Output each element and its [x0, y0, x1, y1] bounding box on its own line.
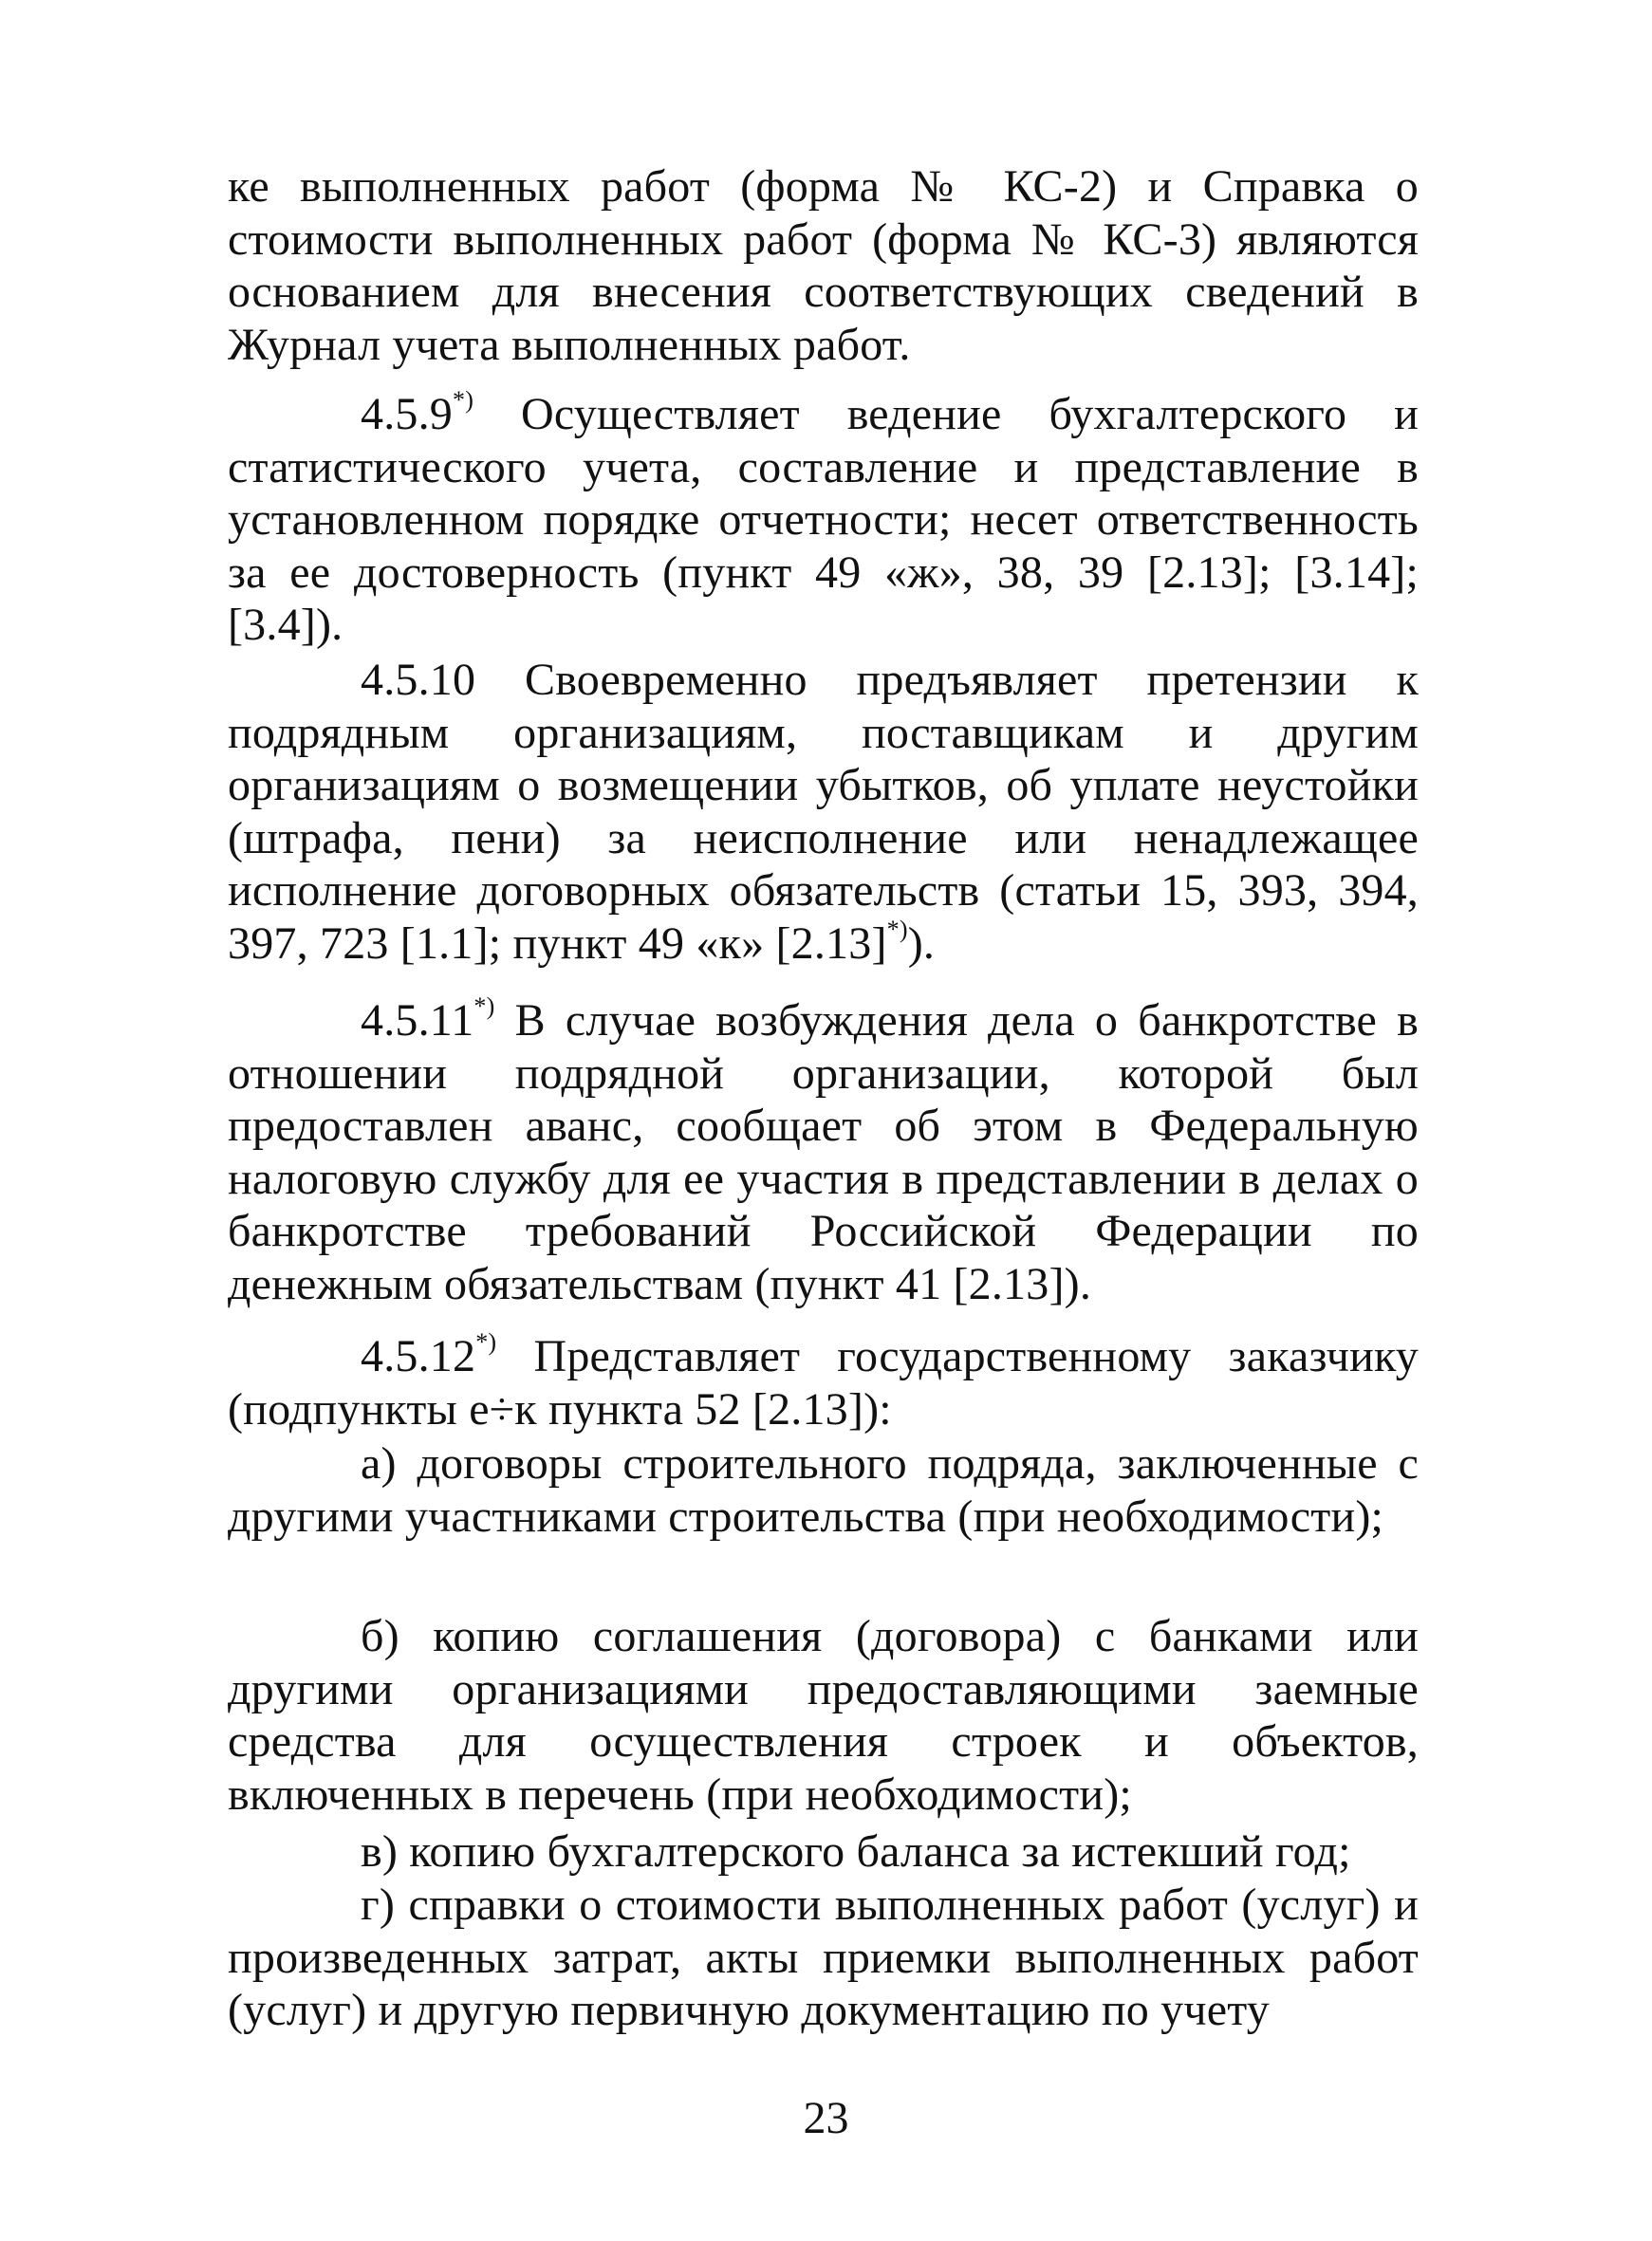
list-item-g — [228, 1879, 1419, 2037]
list-item-v — [228, 1825, 1419, 1879]
footnote-mark: *) — [475, 1328, 497, 1356]
footnote-mark: *) — [473, 992, 495, 1020]
list-item-text: в) копию бухгалтерского баланса за истекший год; — [361, 1826, 1351, 1877]
paragraph-text: ке выполненных работ (форма № КС-2) и Справка о стоимости выполненных работ (форма № КС-3) являются основанием для внесения соответствующих сведений в Журнал учета выполненных работ. — [228, 161, 1419, 370]
paragraph-end: ). — [907, 917, 936, 969]
clause-number: 4.5.9 — [361, 389, 453, 439]
paragraph-4-5-9 — [228, 388, 1419, 652]
list-item-text: б) копию соглашения (договора) с банками или другими организациями предоставляющими заемные средства для осуществления строек и объектов, включенных в перечень (при необходимости); — [228, 1611, 1419, 1820]
paragraph-4-5-11 — [228, 994, 1419, 1310]
list-item-text: а) договоры строительного подряда, заключенные с другими участниками строительства (при необходимости); — [228, 1438, 1419, 1542]
paragraph-text: Осуществляет ведение бухгалтерского и статистического учета, составление и представление в установленном порядке отчетности; несет ответственность за ее достоверность (пункт 49 «ж», 38, 39 [2.13]; [3.14]; [3.4]). — [228, 389, 1419, 650]
paragraph-text: В случае возбуждения дела о банкротстве в отношении подрядной организации, которой был предоставлен аванс, сообщает об этом в Федеральную налоговую службу для ее участия в представлении в делах о банкротстве требований Российской Федерации по денежным обязательствам (пункт 41 [2.13]). — [228, 995, 1419, 1309]
list-item-b — [228, 1610, 1419, 1821]
footnote-mark: *) — [886, 915, 908, 943]
list-item-text: г) справки о стоимости выполненных работ (услуг) и произведенных затрат, акты приемки выполненных работ (услуг) и другую первичную документацию по учету — [228, 1880, 1419, 2035]
page-number: 23 — [803, 2093, 849, 2143]
list-item-a — [228, 1437, 1419, 1543]
paragraph-continuation — [228, 160, 1419, 371]
paragraph-4-5-10 — [228, 654, 1419, 970]
clause-number: 4.5.11 — [361, 995, 474, 1046]
paragraph-text: Представляет государственному заказчику (подпункты е÷к пункта 52 [2.13]): — [228, 1331, 1419, 1435]
clause-number: 4.5.12 — [361, 1331, 476, 1381]
footnote-mark: *) — [453, 386, 474, 414]
paragraph-text: 4.5.10 Своевременно предъявляет претензии к подрядным организациям, поставщикам и другим организациям о возмещении убытков, об уплате неустойки (штрафа, пени) за неисполнение или ненадлежащее исполнение договорных обязательств (статьи 15, 393, 394, 397, 723 [1.1]; пункт 49 «к» [2.13] — [228, 655, 1419, 969]
paragraph-4-5-12 — [228, 1330, 1419, 1435]
